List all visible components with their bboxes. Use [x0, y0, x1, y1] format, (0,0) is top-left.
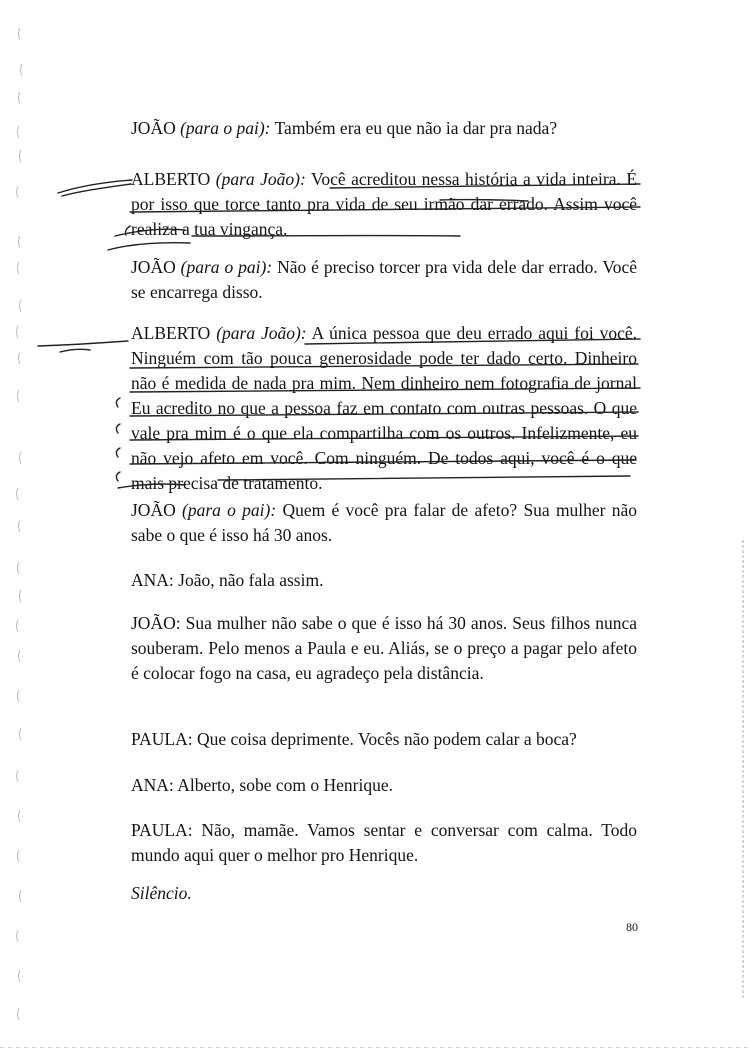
dialogue-text: Que coisa deprimente. Vocês não podem calar a boca? — [196, 729, 577, 749]
right-edge-scan-line — [742, 540, 744, 1000]
speaker-name: ANA: — [131, 775, 174, 795]
dialogue-line — [131, 498, 637, 548]
stage-direction: (para o pai): — [180, 118, 271, 138]
dialogue-line — [131, 167, 637, 242]
dialogue-text: Também era eu que não ia dar pra nada? — [274, 118, 558, 138]
dialogue-line — [131, 611, 637, 686]
bottom-edge-scan-line — [0, 1047, 750, 1048]
dialogue-line — [131, 255, 637, 305]
dialogue-line — [131, 818, 637, 868]
dialogue-line — [131, 321, 637, 496]
dialogue-text: Você acreditou nessa história a vida inteira. É por isso que torce tanto pra vida de seu irmão dar errado. Assim você realiza a tua vingança. — [131, 169, 638, 239]
dialogue-text: Sua mulher não sabe o que é isso há 30 anos. Seus filhos nunca souberam. Pelo menos a Paula e eu. Aliás, se o preço a pagar pelo afeto é colocar fogo na casa, eu agradeço pela distância. — [131, 613, 637, 683]
stage-direction: (para João): — [215, 169, 306, 189]
stage-direction: (para o pai): — [182, 500, 277, 520]
dialogue-line — [131, 727, 637, 752]
speaker-name: JOÃO — [131, 118, 176, 138]
speaker-name: ALBERTO — [131, 169, 211, 189]
speaker-name: JOÃO: — [131, 613, 181, 633]
stage-direction: (para João): — [216, 323, 307, 343]
dialogue-text: A única pessoa que deu errado aqui foi você. Ninguém com tão pouca generosidade pode ter dado certo. Dinheiro não é medida de nada pra mim. Nem dinheiro nem fotografia de jornal Eu acredito no que a pessoa faz em contato com outras pessoas. O que vale pra mim é o que ela compartilha com os outros. Infelizmente, eu não vejo afeto em você. Com ninguém. De todos aqui, você é o que mais precisa de tratamento. — [131, 323, 637, 493]
closing-stage-direction: Silêncio. — [131, 883, 192, 903]
page-number: 80 — [626, 920, 638, 934]
dialogue-text: João, não fala assim. — [178, 570, 324, 590]
speaker-name: JOÃO — [131, 257, 176, 277]
dialogue-text: Não é preciso torcer pra vida dele dar errado. Você se encarrega disso. — [131, 257, 637, 302]
speaker-name: PAULA: — [131, 729, 193, 749]
dialogue-text: Não, mamãe. Vamos sentar e conversar com calma. Todo mundo aqui quer o melhor pro Henrique. — [131, 820, 637, 865]
dialogue-text: Alberto, sobe com o Henrique. — [177, 775, 393, 795]
dialogue-line — [131, 773, 637, 798]
speaker-name: ANA: — [131, 570, 174, 590]
dialogue-line — [131, 116, 637, 141]
speaker-name: ALBERTO — [131, 323, 211, 343]
dialogue-line — [131, 568, 637, 593]
speaker-name: JOÃO — [131, 500, 176, 520]
speaker-name: PAULA: — [131, 820, 193, 840]
left-margin-scan-marks — [0, 0, 60, 1060]
dialogue-text: Quem é você pra falar de afeto? Sua mulher não sabe o que é isso há 30 anos. — [131, 500, 638, 545]
stage-direction: (para o pai): — [180, 257, 273, 277]
